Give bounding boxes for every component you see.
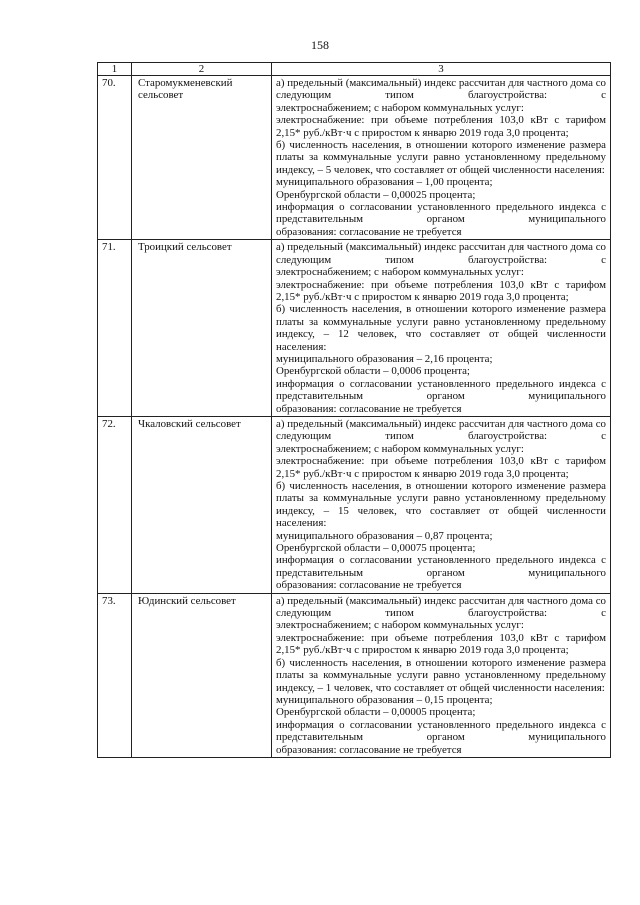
municipality-name: Троицкий сельсовет [132, 240, 272, 417]
text-line: образования: согласование не требуется [276, 579, 462, 592]
text-line: б) численность населения, в отношении которого изменение размера платы за коммунальные услуги равно установленному предельному индексу, – 1 человек, что составляет от общей численности населения: [276, 656, 606, 694]
page-number: 158 [311, 38, 329, 52]
text-line: информация о согласовании установленного предельного индекса с представительным органом муниципального [276, 377, 606, 403]
table-row [98, 593, 611, 757]
text-line: информация о согласовании установленного предельного индекса с представительным органом муниципального [276, 718, 606, 744]
text-line: а) предельный (максимальный) индекс рассчитан для частного дома со следующим типом благоустройства: с [276, 594, 606, 620]
column-header-2: 2 [132, 63, 272, 76]
table-row [98, 240, 611, 417]
text-line: электроснабжение: при объеме потребления 103,0 кВт с тарифом [276, 114, 606, 127]
text-line: муниципального образования – 0,15 процента; [276, 693, 493, 706]
text-line: 2,15* руб./кВт·ч с приростом к январю 2019 года 3,0 процента; [276, 644, 569, 657]
municipality-name: Чкаловский сельсовет [132, 416, 272, 593]
text-line: б) численность населения, в отношении которого изменение размера платы за коммунальные услуги равно установленному предельному индексу, – 12 человек, что составляет от общей численности населения: [276, 303, 606, 353]
index-description [272, 593, 611, 757]
text-line: б) численность населения, в отношении которого изменение размера платы за коммунальные услуги равно установленному предельному индексу, – 5 человек, что составляет от общей численности населения: [276, 139, 606, 176]
header-row [98, 63, 611, 76]
text-line: б) численность населения, в отношении которого изменение размера платы за коммунальные услуги равно установленному предельному индексу, – 15 человек, что составляет от общей численности населения: [276, 480, 606, 530]
column-header-1: 1 [98, 63, 132, 76]
index-description [272, 240, 611, 417]
table-row [98, 416, 611, 593]
column-header-3: 3 [272, 63, 611, 76]
table-row [98, 76, 611, 240]
text-line: а) предельный (максимальный) индекс рассчитан для частного дома со следующим типом благоустройства: с [276, 77, 606, 102]
text-line: муниципального образования – 2,16 процента; [276, 352, 493, 365]
row-number: 72. [98, 416, 132, 593]
text-line: муниципального образования – 1,00 процента; [276, 176, 493, 189]
index-description [272, 76, 611, 240]
tariff-index-table [97, 62, 611, 758]
text-line: электроснабжением; с набором коммунальных услуг: [276, 442, 524, 455]
text-line: Оренбургской области – 0,00075 процента; [276, 542, 476, 555]
text-line: электроснабжение: при объеме потребления 103,0 кВт с тарифом [276, 455, 606, 468]
text-line: образования: согласование не требуется [276, 402, 462, 415]
municipality-name: Юдинский сельсовет [132, 593, 272, 757]
text-line: образования: согласование не требуется [276, 743, 462, 756]
text-line: электроснабжением; с набором коммунальных услуг: [276, 266, 524, 279]
text-line: а) предельный (максимальный) индекс рассчитан для частного дома со следующим типом благоустройства: с [276, 241, 606, 266]
municipality-name: Старомукменевский сельсовет [132, 76, 272, 240]
text-line: Оренбургской области – 0,00005 процента; [276, 706, 476, 719]
text-line: образования: согласование не требуется [276, 225, 462, 238]
index-description [272, 416, 611, 593]
text-line: информация о согласовании установленного предельного индекса с представительным органом муниципального [276, 554, 606, 579]
text-line: Оренбургской области – 0,00025 процента; [276, 188, 476, 201]
text-line: муниципального образования – 0,87 процента; [276, 529, 493, 542]
text-line: 2,15* руб./кВт·ч с приростом к январю 2019 года 3,0 процента; [276, 290, 569, 303]
text-line: электроснабжением; с набором коммунальных услуг: [276, 101, 524, 114]
row-number: 71. [98, 240, 132, 417]
text-line: Оренбургской области – 0,0006 процента; [276, 365, 470, 378]
text-line: электроснабжением; с набором коммунальных услуг: [276, 619, 524, 632]
row-number: 73. [98, 593, 132, 757]
row-number: 70. [98, 76, 132, 240]
text-line: электроснабжение: при объеме потребления 103,0 кВт с тарифом [276, 631, 606, 644]
text-line: электроснабжение: при объеме потребления 103,0 кВт с тарифом [276, 278, 606, 291]
text-line: информация о согласовании установленного предельного индекса с представительным органом муниципального [276, 201, 606, 226]
text-line: а) предельный (максимальный) индекс рассчитан для частного дома со следующим типом благоустройства: с [276, 417, 606, 443]
text-line: 2,15* руб./кВт·ч с приростом к январю 2019 года 3,0 процента; [276, 467, 569, 480]
text-line: 2,15* руб./кВт·ч с приростом к январю 2019 года 3,0 процента; [276, 126, 569, 139]
